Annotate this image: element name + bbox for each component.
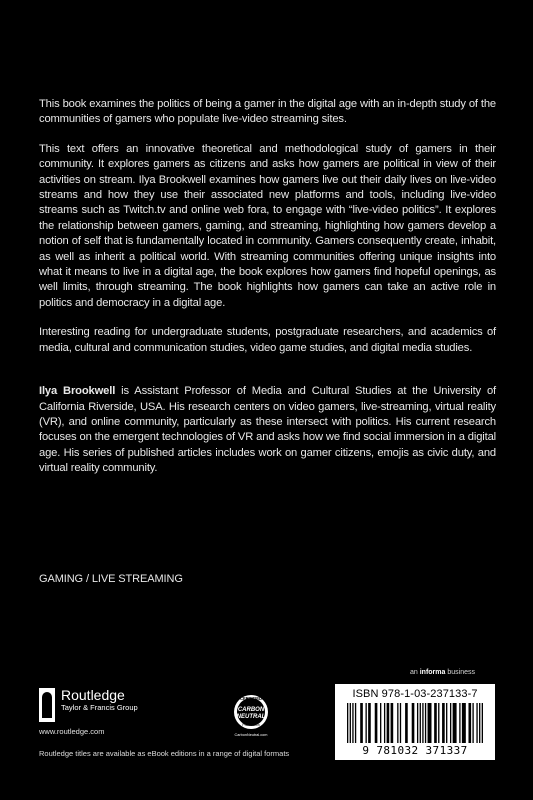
informa-prefix: an bbox=[410, 669, 420, 676]
publisher-url: www.routledge.com bbox=[39, 727, 105, 736]
barcode-bar bbox=[365, 703, 366, 743]
barcode-bar bbox=[462, 703, 466, 743]
barcode-bar bbox=[350, 703, 351, 743]
author-bio-text: is Assistant Professor of Media and Cultural Studies at the University of California Riverside, USA. His research centers on video gamers, live-streaming, virtual reality (VR), and online community, particularly as these intersect with politics. His current research focuses on the emergent technologies of VR and asks how we find social immersion in a digital age. His series of published articles includes work on gamer citizens, emojis as civic duty, and virtual reality community. bbox=[39, 385, 496, 475]
publisher-logo bbox=[39, 688, 138, 722]
barcode-bar bbox=[417, 703, 418, 743]
barcode-bar bbox=[420, 703, 421, 743]
ebook-availability-note: Routledge titles are available as eBook editions in a range of digital formats bbox=[39, 749, 290, 758]
publisher-name: Routledge bbox=[61, 687, 125, 703]
barcode-bar bbox=[482, 703, 483, 743]
author-bio bbox=[39, 384, 496, 476]
isbn-digits: 9 781032 371337 bbox=[362, 744, 468, 757]
barcode-bar bbox=[387, 703, 390, 743]
barcode-bar bbox=[468, 703, 471, 743]
barcode-bar bbox=[397, 703, 398, 743]
barcode-bar bbox=[446, 703, 447, 743]
barcode-bar bbox=[425, 703, 426, 743]
informa-business-tag bbox=[410, 669, 475, 676]
barcode-bar bbox=[476, 703, 477, 743]
barcode-bar bbox=[428, 703, 432, 743]
description-paragraph-1: This book examines the politics of being a gamer in the digital age with an in-depth study of the communities of gamers who populate live-video streaming sites. bbox=[39, 98, 496, 126]
barcode-bar bbox=[434, 703, 437, 743]
informa-brand: informa bbox=[419, 669, 446, 676]
barcode-bar bbox=[391, 703, 394, 743]
barcode-bar bbox=[400, 703, 401, 743]
barcode-bar bbox=[375, 703, 378, 743]
seal-top-text: CERTIFIED bbox=[239, 696, 263, 701]
publisher-group: Taylor & Francis Group bbox=[61, 703, 138, 712]
description-paragraph-3: Interesting reading for undergraduate students, postgraduate researchers, and academics of media, cultural and communication studies, video game studies, and digital media studies. bbox=[39, 326, 496, 354]
barcode-bar bbox=[438, 703, 439, 743]
barcode-bar bbox=[380, 703, 381, 743]
barcode-bar bbox=[479, 703, 480, 743]
barcode-bar bbox=[384, 703, 385, 743]
barcode-bar bbox=[459, 703, 460, 743]
barcode-bar bbox=[450, 703, 451, 743]
subject-category: GAMING / LIVE STREAMING bbox=[39, 573, 183, 585]
barcode-bar bbox=[442, 703, 445, 743]
barcode-bar bbox=[453, 703, 457, 743]
barcode-bars bbox=[347, 703, 483, 743]
description-paragraph-2: This text offers an innovative theoretical and methodological study of gamers in their community. It explores gamers as citizens and asks how gamers are political in view of their activities on stream. Ilya Brookwell examines how gamers live out their daily lives on live-video streams and how they use their associated new platforms and tools, including live-video streams such as Twitch.tv and online web fora, to engage with “live-video politics”. It explores the relationship between gamers, gaming, and streaming, highlighting how gamers develop a notion of self that is fundamentally located in community. Gamers consequently create, inhabit, as well as inherit a political world. With streaming communities offering unique insights into what it means to live in a digital age, the book explores how gamers find hopeful openings, as well limits, through streaming. The book highlights how gamers can take an active role in politics and democracy in a digital age. bbox=[39, 142, 496, 309]
barcode-bar bbox=[352, 703, 353, 743]
routledge-emblem-icon bbox=[39, 688, 55, 722]
barcode-bar bbox=[360, 703, 363, 743]
author-name: Ilya Brookwell bbox=[39, 385, 116, 398]
barcode-bar bbox=[368, 703, 371, 743]
barcode-bar bbox=[422, 703, 423, 743]
seal-url-text: CarbonNeutral.com bbox=[234, 733, 268, 737]
barcode-bar bbox=[355, 703, 356, 743]
barcode-bar bbox=[347, 703, 348, 743]
informa-suffix: business bbox=[445, 669, 475, 676]
seal-middle-text-1: CARBON bbox=[237, 707, 265, 713]
seal-middle-text-2: NEUTRAL bbox=[236, 714, 266, 720]
seal-bottom-text: Publication bbox=[242, 723, 260, 727]
isbn-barcode bbox=[335, 684, 495, 760]
carbon-neutral-seal-icon bbox=[226, 690, 276, 740]
barcode-bar bbox=[405, 703, 408, 743]
description-block bbox=[39, 97, 496, 491]
barcode-bar bbox=[412, 703, 415, 743]
barcode-bar bbox=[472, 703, 473, 743]
isbn-label: ISBN 978-1-03-237133-7 bbox=[352, 688, 478, 700]
